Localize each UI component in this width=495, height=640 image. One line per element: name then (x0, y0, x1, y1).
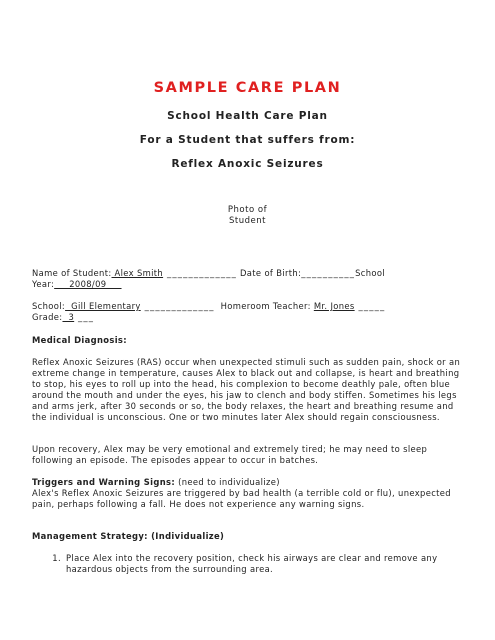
teacher-value: Mr. Jones (313, 301, 355, 311)
page-title: SAMPLE CARE PLAN (153, 80, 342, 96)
dob-label: Date of Birth: (237, 268, 302, 278)
name-value: Alex Smith (111, 268, 164, 278)
grade-blank: ___ (74, 312, 95, 322)
school-label: School: (32, 301, 66, 311)
management-list (32, 553, 464, 575)
name-label: Name of Student: (32, 268, 112, 278)
subtitle-health-plan: School Health Care Plan (167, 110, 328, 122)
triggers-section (32, 477, 464, 510)
management-heading: Management Strategy: (Individualize) (32, 531, 225, 541)
photo-placeholder (0, 205, 495, 227)
name-blank: _____________ (163, 268, 237, 278)
triggers-heading: Triggers and Warning Signs: (32, 477, 176, 487)
year-label: Year: (32, 279, 55, 289)
year-value: 2008/09 (54, 279, 122, 289)
list-item: 1. Place Alex into the recovery position, check his airways are clear and remove any hazardous objects from the surrounding area. (64, 553, 464, 575)
triggers-text: Alex's Reflex Anoxic Seizures are triggered by bad health (a terrible cold or flu), unexpected pain, perhaps following a fall. He does not experience any warning signs. (32, 488, 451, 509)
teacher-blank: _____ (354, 301, 386, 311)
teacher-label: Homeroom Teacher: (214, 301, 311, 311)
school-year-label: School (355, 268, 386, 278)
student-info-line-1 (32, 268, 464, 290)
subtitle-condition: Reflex Anoxic Seizures (171, 158, 324, 170)
grade-value: 3 (62, 312, 75, 322)
student-info-line-2 (32, 301, 464, 323)
school-value: Gill Elementary (65, 301, 141, 311)
medical-diagnosis-heading: Medical Diagnosis: (32, 335, 127, 345)
triggers-note: (need to individualize) (175, 477, 280, 487)
grade-label: Grade: (32, 312, 63, 322)
medical-diagnosis-paragraph: Reflex Anoxic Seizures (RAS) occur when unexpected stimuli such as sudden pain, shock or an extreme change in temperature, causes Alex to black out and collapse, is heart and breathing to stop, his eyes to roll up into the head, his complexion to become deathly pale, often blue around the mouth and under the eyes, his jaw to clench and body stiffen. Sometimes his legs and arms jerk, after 30 seconds or so, the body relaxes, the heart and breathing resume and the individual is unconscious. One or two minutes later Alex should regain consciousness. (32, 357, 461, 422)
photo-label-line-1: Photo of (227, 205, 268, 215)
recovery-paragraph: Upon recovery, Alex may be very emotional and extremely tired; he may need to sleep following an episode. The episodes appear to occur in batches. (32, 444, 428, 465)
dob-blank: __________ (301, 268, 356, 278)
photo-label-line-2: Student (229, 216, 266, 226)
school-blank: _____________ (140, 301, 215, 311)
subtitle-student: For a Student that suffers from: (139, 134, 356, 146)
